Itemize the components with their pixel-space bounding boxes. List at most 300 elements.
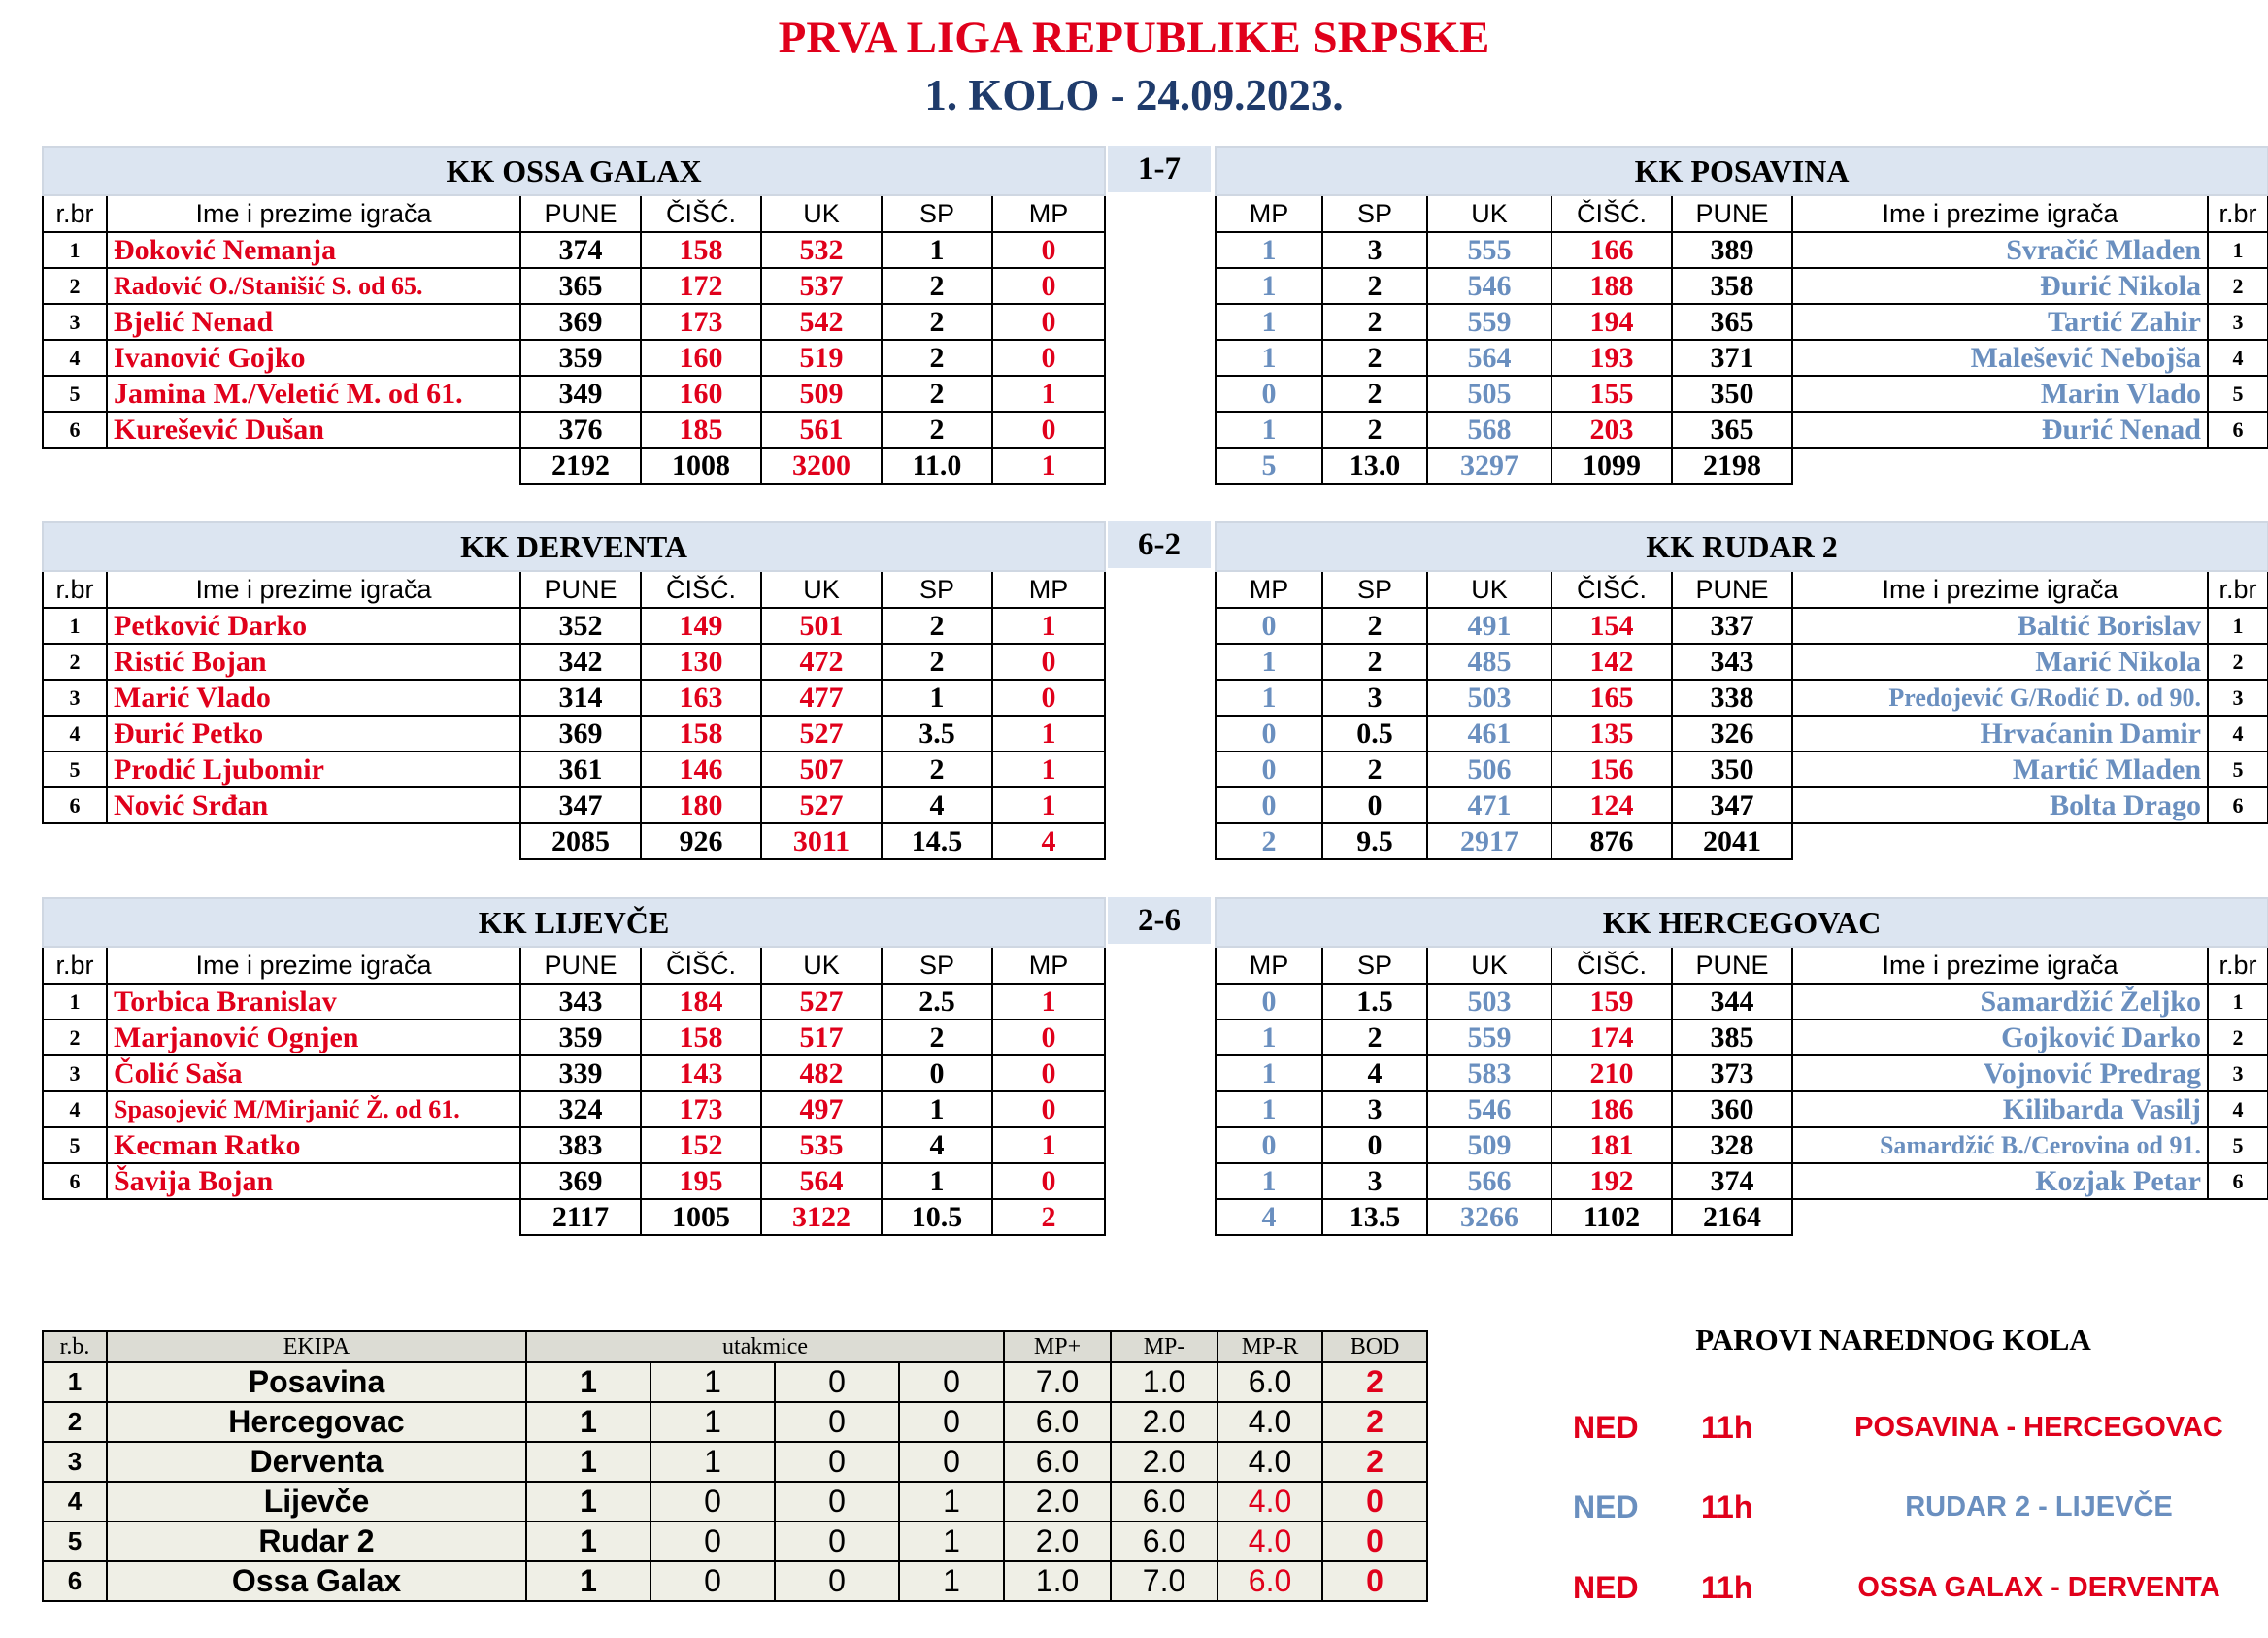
player-mp: 1	[1216, 1091, 1322, 1127]
player-pune: 343	[1672, 644, 1792, 680]
player-row	[1216, 232, 2268, 268]
player-mp: 0	[1216, 787, 1322, 823]
standings-rank: 3	[43, 1442, 107, 1482]
player-name: Tartić Zahir	[1792, 304, 2208, 340]
player-name: Martić Mladen	[1792, 752, 2208, 787]
player-pune: 369	[520, 304, 641, 340]
player-sp: 2	[882, 1020, 992, 1055]
col-header-mp: MP	[1216, 571, 1322, 608]
player-name: Malešević Nebojša	[1792, 340, 2208, 376]
player-rank: 4	[43, 340, 107, 376]
totals-spacer	[43, 1199, 520, 1235]
col-header-mp: MP	[1216, 947, 1322, 984]
player-rank: 4	[2208, 716, 2268, 752]
player-name: Ristić Bojan	[107, 644, 520, 680]
player-name: Svračić Mladen	[1792, 232, 2208, 268]
player-rank: 6	[43, 412, 107, 448]
standings-row	[43, 1362, 1427, 1402]
player-uk: 564	[761, 1163, 882, 1199]
player-sp: 3	[1322, 232, 1427, 268]
standings-mp-plus: 7.0	[1004, 1362, 1111, 1402]
player-pune: 344	[1672, 984, 1792, 1020]
total-sp: 13.0	[1322, 448, 1427, 484]
player-cisc: 158	[641, 232, 761, 268]
player-uk: 503	[1427, 984, 1551, 1020]
player-sp: 2.5	[882, 984, 992, 1020]
player-pune: 361	[520, 752, 641, 787]
total-sp: 14.5	[882, 823, 992, 859]
col-header-name: Ime i prezime igrača	[107, 571, 520, 608]
player-name: Radović O./Stanišić S. od 65.	[107, 268, 520, 304]
player-row	[43, 984, 1105, 1020]
standings-losses: 0	[899, 1402, 1004, 1442]
page-subtitle: 1. KOLO - 24.09.2023.	[924, 71, 1344, 119]
player-mp: 0	[992, 304, 1105, 340]
col-header-cisc: ČIŠĆ.	[1551, 195, 1672, 232]
player-row	[43, 680, 1105, 716]
col-header-name: Ime i prezime igrača	[1792, 195, 2208, 232]
standings-points: 2	[1322, 1442, 1427, 1482]
total-cisc: 1005	[641, 1199, 761, 1235]
standings-points: 2	[1322, 1362, 1427, 1402]
player-cisc: 193	[1551, 340, 1672, 376]
player-row	[1216, 1163, 2268, 1199]
match-block	[42, 897, 2267, 1256]
standings-rank: 6	[43, 1561, 107, 1601]
total-pune: 2117	[520, 1199, 641, 1235]
player-row	[43, 752, 1105, 787]
standings-losses: 1	[899, 1561, 1004, 1601]
player-sp: 3	[1322, 1091, 1427, 1127]
col-header-pune: PUNE	[520, 947, 641, 984]
col-header-uk: UK	[1427, 571, 1551, 608]
player-uk: 509	[761, 376, 882, 412]
player-row	[43, 608, 1105, 644]
player-sp: 1.5	[1322, 984, 1427, 1020]
standings-draws: 0	[775, 1402, 899, 1442]
standings-mp-r: 4.0	[1217, 1482, 1322, 1521]
player-rank: 6	[2208, 412, 2268, 448]
column-header-row	[43, 195, 1105, 232]
home-team-name: KK LIJEVČE	[43, 898, 1105, 947]
player-mp: 1	[1216, 680, 1322, 716]
standings-mp-r: 6.0	[1217, 1362, 1322, 1402]
player-pune: 365	[1672, 304, 1792, 340]
player-mp: 0	[992, 232, 1105, 268]
total-mp: 4	[992, 823, 1105, 859]
player-sp: 2	[882, 752, 992, 787]
pair-time: 11h	[1701, 1489, 1753, 1524]
player-uk: 506	[1427, 752, 1551, 787]
player-rank: 1	[43, 984, 107, 1020]
player-rank: 3	[2208, 1055, 2268, 1091]
player-row	[1216, 412, 2268, 448]
player-mp: 0	[992, 1091, 1105, 1127]
player-uk: 503	[1427, 680, 1551, 716]
totals-row	[43, 1199, 1105, 1235]
player-cisc: 154	[1551, 608, 1672, 644]
player-name: Jamina M./Veletić M. od 61.	[107, 376, 520, 412]
totals-spacer	[1792, 448, 2268, 484]
player-cisc: 135	[1551, 716, 1672, 752]
player-uk: 501	[761, 608, 882, 644]
next-round-title: PAROVI NAREDNOG KOLA	[1695, 1322, 2091, 1356]
player-row	[1216, 1091, 2268, 1127]
player-row	[1216, 680, 2268, 716]
col-header-uk: UK	[761, 947, 882, 984]
column-header-row	[43, 571, 1105, 608]
player-pune: 328	[1672, 1127, 1792, 1163]
player-mp: 1	[1216, 1163, 1322, 1199]
total-mp: 2	[1216, 823, 1322, 859]
player-sp: 0	[882, 1055, 992, 1091]
player-sp: 2	[1322, 340, 1427, 376]
player-mp: 0	[992, 1020, 1105, 1055]
player-mp: 0	[992, 268, 1105, 304]
player-row	[43, 1127, 1105, 1163]
player-uk: 532	[761, 232, 882, 268]
col-header-mp: MP	[992, 947, 1105, 984]
player-sp: 2	[882, 304, 992, 340]
standings-mp-plus: 6.0	[1004, 1402, 1111, 1442]
player-cisc: 159	[1551, 984, 1672, 1020]
player-rank: 1	[2208, 232, 2268, 268]
player-row	[43, 412, 1105, 448]
match-result: 1-7	[1108, 146, 1211, 192]
player-cisc: 192	[1551, 1163, 1672, 1199]
home-team-table	[42, 521, 1106, 860]
player-name: Predojević G/Rodić D. od 90.	[1792, 680, 2208, 716]
standings-rank: 5	[43, 1521, 107, 1561]
standings-losses: 1	[899, 1482, 1004, 1521]
player-cisc: 194	[1551, 304, 1672, 340]
player-rank: 4	[2208, 1091, 2268, 1127]
player-rank: 3	[43, 680, 107, 716]
away-team-table	[1215, 146, 2268, 485]
standings-table	[42, 1330, 1428, 1602]
player-rank: 2	[43, 644, 107, 680]
player-pune: 369	[520, 1163, 641, 1199]
total-pune: 2041	[1672, 823, 1792, 859]
player-rank: 1	[2208, 984, 2268, 1020]
player-cisc: 165	[1551, 680, 1672, 716]
player-cisc: 163	[641, 680, 761, 716]
player-pune: 314	[520, 680, 641, 716]
next-round-pair	[1515, 1570, 2252, 1609]
col-header-cisc: ČIŠĆ.	[1551, 571, 1672, 608]
player-row	[1216, 268, 2268, 304]
player-uk: 559	[1427, 1020, 1551, 1055]
standings-losses: 0	[899, 1362, 1004, 1402]
standings-row	[43, 1561, 1427, 1601]
player-uk: 527	[761, 716, 882, 752]
player-sp: 2	[882, 268, 992, 304]
standings-header-mp-r: MP-R	[1217, 1331, 1322, 1362]
col-header-pune: PUNE	[1672, 571, 1792, 608]
player-name: Marić Vlado	[107, 680, 520, 716]
standings-row	[43, 1482, 1427, 1521]
player-cisc: 142	[1551, 644, 1672, 680]
player-cisc: 156	[1551, 752, 1672, 787]
player-pune: 352	[520, 608, 641, 644]
player-pune: 365	[1672, 412, 1792, 448]
player-uk: 568	[1427, 412, 1551, 448]
player-name: Kecman Ratko	[107, 1127, 520, 1163]
player-sp: 0.5	[1322, 716, 1427, 752]
pair-time: 11h	[1701, 1410, 1753, 1445]
player-cisc: 152	[641, 1127, 761, 1163]
col-header-pune: PUNE	[520, 571, 641, 608]
standings-mp-plus: 1.0	[1004, 1561, 1111, 1601]
player-uk: 505	[1427, 376, 1551, 412]
player-mp: 1	[1216, 340, 1322, 376]
player-name: Spasojević M/Mirjanić Ž. od 61.	[107, 1091, 520, 1127]
player-rank: 5	[2208, 1127, 2268, 1163]
player-name: Prodić Ljubomir	[107, 752, 520, 787]
player-rank: 3	[2208, 304, 2268, 340]
player-sp: 2	[882, 376, 992, 412]
col-header-pune: PUNE	[1672, 947, 1792, 984]
player-uk: 497	[761, 1091, 882, 1127]
standings-mp-plus: 6.0	[1004, 1442, 1111, 1482]
player-row	[1216, 608, 2268, 644]
player-name: Đurić Petko	[107, 716, 520, 752]
standings-row	[43, 1402, 1427, 1442]
player-mp: 0	[992, 1163, 1105, 1199]
match-block	[42, 146, 2267, 505]
player-mp: 0	[1216, 716, 1322, 752]
player-row	[1216, 787, 2268, 823]
total-sp: 9.5	[1322, 823, 1427, 859]
player-row	[1216, 984, 2268, 1020]
player-mp: 0	[992, 1055, 1105, 1091]
player-name: Đurić Nenad	[1792, 412, 2208, 448]
player-rank: 2	[2208, 644, 2268, 680]
away-team-table	[1215, 521, 2268, 860]
player-mp: 0	[1216, 984, 1322, 1020]
player-sp: 4	[882, 787, 992, 823]
col-header-name: Ime i prezime igrača	[107, 195, 520, 232]
player-sp: 1	[882, 232, 992, 268]
player-rank: 5	[2208, 376, 2268, 412]
player-rank: 2	[2208, 268, 2268, 304]
player-pune: 359	[520, 340, 641, 376]
player-cisc: 130	[641, 644, 761, 680]
totals-spacer	[43, 448, 520, 484]
standings-draws: 0	[775, 1482, 899, 1521]
player-name: Kilibarda Vasilj	[1792, 1091, 2208, 1127]
player-mp: 1	[1216, 304, 1322, 340]
player-rank: 6	[43, 787, 107, 823]
match-block	[42, 521, 2267, 881]
pair-teams: OSSA GALAX - DERVENTA	[1857, 1572, 2220, 1603]
player-name: Bjelić Nenad	[107, 304, 520, 340]
standings-team: Lijevče	[107, 1482, 526, 1521]
col-header-cisc: ČIŠĆ.	[641, 571, 761, 608]
totals-row	[43, 823, 1105, 859]
total-cisc: 926	[641, 823, 761, 859]
player-pune: 369	[520, 716, 641, 752]
player-row	[43, 787, 1105, 823]
player-rank: 4	[43, 716, 107, 752]
player-sp: 0	[1322, 1127, 1427, 1163]
player-row	[1216, 752, 2268, 787]
player-sp: 2	[882, 412, 992, 448]
column-header-row	[43, 947, 1105, 984]
col-header-rbr: r.br	[43, 947, 107, 984]
player-uk: 559	[1427, 304, 1551, 340]
next-round-pair	[1515, 1489, 2252, 1528]
standings-wins: 0	[650, 1482, 775, 1521]
away-team-name: KK POSAVINA	[1216, 147, 2268, 195]
pair-day: NED	[1573, 1489, 1639, 1524]
player-uk: 482	[761, 1055, 882, 1091]
player-uk: 561	[761, 412, 882, 448]
standings-rank: 1	[43, 1362, 107, 1402]
player-cisc: 173	[641, 1091, 761, 1127]
player-rank: 2	[43, 268, 107, 304]
player-sp: 4	[882, 1127, 992, 1163]
page-title: PRVA LIGA REPUBLIKE SRPSKE	[778, 13, 1490, 63]
col-header-pune: PUNE	[520, 195, 641, 232]
total-mp: 1	[992, 448, 1105, 484]
player-mp: 0	[1216, 376, 1322, 412]
col-header-name: Ime i prezime igrača	[1792, 571, 2208, 608]
player-cisc: 210	[1551, 1055, 1672, 1091]
player-cisc: 149	[641, 608, 761, 644]
player-name: Đurić Nikola	[1792, 268, 2208, 304]
standings-played: 1	[526, 1561, 650, 1601]
standings-played: 1	[526, 1521, 650, 1561]
player-mp: 1	[992, 752, 1105, 787]
standings-mp-minus: 1.0	[1111, 1362, 1217, 1402]
player-name: Samardžić Željko	[1792, 984, 2208, 1020]
player-uk: 527	[761, 984, 882, 1020]
player-cisc: 143	[641, 1055, 761, 1091]
standings-mp-minus: 7.0	[1111, 1561, 1217, 1601]
player-pune: 326	[1672, 716, 1792, 752]
total-mp: 4	[1216, 1199, 1322, 1235]
col-header-mp: MP	[992, 571, 1105, 608]
standings-played: 1	[526, 1402, 650, 1442]
player-sp: 3	[1322, 1163, 1427, 1199]
player-sp: 1	[882, 680, 992, 716]
player-pune: 347	[520, 787, 641, 823]
standings-played: 1	[526, 1362, 650, 1402]
player-pune: 343	[520, 984, 641, 1020]
player-cisc: 158	[641, 1020, 761, 1055]
player-rank: 5	[43, 376, 107, 412]
player-pune: 371	[1672, 340, 1792, 376]
player-pune: 383	[520, 1127, 641, 1163]
total-cisc: 1008	[641, 448, 761, 484]
player-cisc: 160	[641, 376, 761, 412]
player-uk: 507	[761, 752, 882, 787]
col-header-mp: MP	[992, 195, 1105, 232]
player-rank: 1	[43, 608, 107, 644]
totals-row	[1216, 448, 2268, 484]
player-name: Bolta Drago	[1792, 787, 2208, 823]
player-pune: 349	[520, 376, 641, 412]
player-pune: 365	[520, 268, 641, 304]
standings-header-rb: r.b.	[43, 1331, 107, 1362]
player-row	[1216, 340, 2268, 376]
player-uk: 564	[1427, 340, 1551, 376]
player-rank: 6	[2208, 787, 2268, 823]
total-cisc: 876	[1551, 823, 1672, 859]
col-header-uk: UK	[761, 571, 882, 608]
standings-header-mp-minus: MP-	[1111, 1331, 1217, 1362]
total-pune: 2198	[1672, 448, 1792, 484]
player-pune: 350	[1672, 376, 1792, 412]
player-mp: 0	[1216, 1127, 1322, 1163]
player-uk: 537	[761, 268, 882, 304]
col-header-sp: SP	[882, 195, 992, 232]
standings-mp-minus: 6.0	[1111, 1521, 1217, 1561]
standings-team: Rudar 2	[107, 1521, 526, 1561]
player-name: Čolić Saša	[107, 1055, 520, 1091]
player-cisc: 172	[641, 268, 761, 304]
player-name: Marić Nikola	[1792, 644, 2208, 680]
player-uk: 472	[761, 644, 882, 680]
pair-day: NED	[1573, 1410, 1639, 1445]
standings-mp-minus: 2.0	[1111, 1442, 1217, 1482]
player-sp: 3.5	[882, 716, 992, 752]
player-cisc: 181	[1551, 1127, 1672, 1163]
player-rank: 2	[2208, 1020, 2268, 1055]
player-row	[43, 304, 1105, 340]
player-mp: 1	[992, 787, 1105, 823]
standings-header-team: EKIPA	[107, 1331, 526, 1362]
standings-mp-plus: 2.0	[1004, 1521, 1111, 1561]
player-row	[43, 1055, 1105, 1091]
player-sp: 2	[1322, 1020, 1427, 1055]
player-row	[1216, 716, 2268, 752]
player-row	[1216, 1127, 2268, 1163]
player-pune: 389	[1672, 232, 1792, 268]
standings-points: 0	[1322, 1521, 1427, 1561]
standings-wins: 1	[650, 1362, 775, 1402]
player-mp: 0	[1216, 752, 1322, 787]
standings-wins: 1	[650, 1402, 775, 1442]
total-sp: 10.5	[882, 1199, 992, 1235]
player-sp: 3	[1322, 680, 1427, 716]
standings-mp-plus: 2.0	[1004, 1482, 1111, 1521]
player-pune: 339	[520, 1055, 641, 1091]
home-team-name: KK OSSA GALAX	[43, 147, 1105, 195]
col-header-sp: SP	[882, 571, 992, 608]
player-uk: 509	[1427, 1127, 1551, 1163]
player-name: Samardžić B./Cerovina od 91.	[1792, 1127, 2208, 1163]
player-mp: 0	[992, 680, 1105, 716]
player-sp: 0	[1322, 787, 1427, 823]
player-rank: 6	[2208, 1163, 2268, 1199]
player-sp: 4	[1322, 1055, 1427, 1091]
col-header-pune: PUNE	[1672, 195, 1792, 232]
standings-draws: 0	[775, 1362, 899, 1402]
standings-wins: 1	[650, 1442, 775, 1482]
col-header-rbr: r.br	[2208, 947, 2268, 984]
player-name: Gojković Darko	[1792, 1020, 2208, 1055]
player-row	[43, 376, 1105, 412]
player-pune: 374	[1672, 1163, 1792, 1199]
player-uk: 542	[761, 304, 882, 340]
standings-points: 0	[1322, 1482, 1427, 1521]
standings-row	[43, 1442, 1427, 1482]
total-pune: 2164	[1672, 1199, 1792, 1235]
col-header-uk: UK	[1427, 947, 1551, 984]
player-name: Marin Vlado	[1792, 376, 2208, 412]
